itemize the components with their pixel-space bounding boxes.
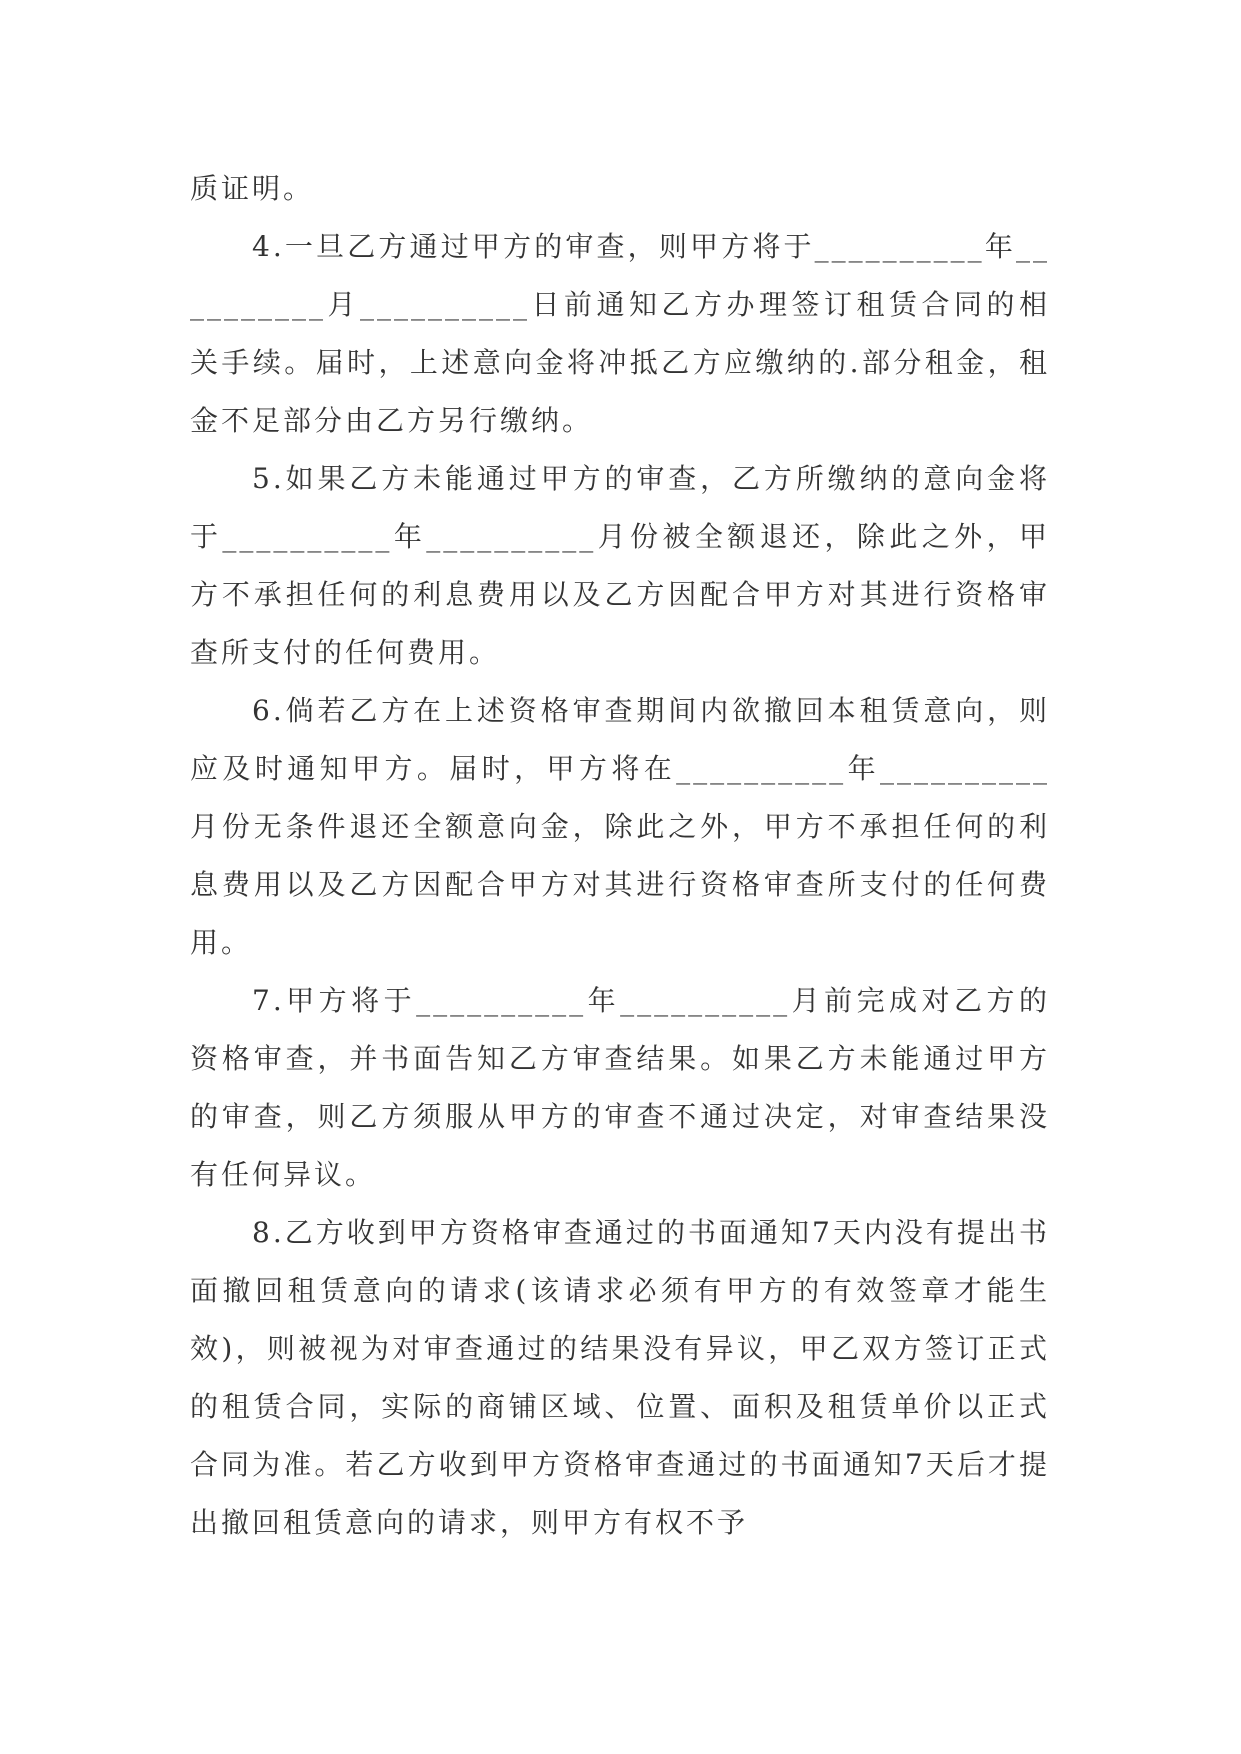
clause-8-paragraph: 8.乙方收到甲方资格审查通过的书面通知7天内没有提出书面撤回租赁意向的请求(该请求必须有甲方的有效签章才能生效)，则被视为对审查通过的结果没有异议，甲乙双方签订正式的租赁合同，实际的商铺区域、位置、面积及租赁单价以正式合同为准。若乙方收到甲方资格审查通过的书面通知7天后才提出撤回租赁意向的请求，则甲方有权不予 — [190, 1216, 1050, 1539]
paragraph-continuation: 质证明。 — [190, 172, 315, 205]
clause-4-paragraph: 4.一旦乙方通过甲方的审查，则甲方将于__________年__________月__________日前通知乙方办理签订租赁合同的相关手续。届时，上述意向金将冲抵乙方应缴纳的.部分租金，租金不足部分由乙方另行缴纳。 — [190, 230, 1050, 437]
clause-5-paragraph: 5.如果乙方未能通过甲方的审查，乙方所缴纳的意向金将于__________年__________月份被全额退还，除此之外，甲方不承担任何的利息费用以及乙方因配合甲方对其进行资格审查所支付的任何费用。 — [190, 462, 1050, 669]
document-body — [190, 160, 1050, 1552]
clause-7-paragraph: 7.甲方将于__________年__________月前完成对乙方的资格审查，并书面告知乙方审查结果。如果乙方未能通过甲方的审查，则乙方须服从甲方的审查不通过决定，对审查结果没有任何异议。 — [190, 984, 1050, 1191]
clause-6-paragraph: 6.倘若乙方在上述资格审查期间内欲撤回本租赁意向，则应及时通知甲方。届时，甲方将在__________年__________月份无条件退还全额意向金，除此之外，甲方不承担任何的利息费用以及乙方因配合甲方对其进行资格审查所支付的任何费用。 — [190, 694, 1050, 959]
